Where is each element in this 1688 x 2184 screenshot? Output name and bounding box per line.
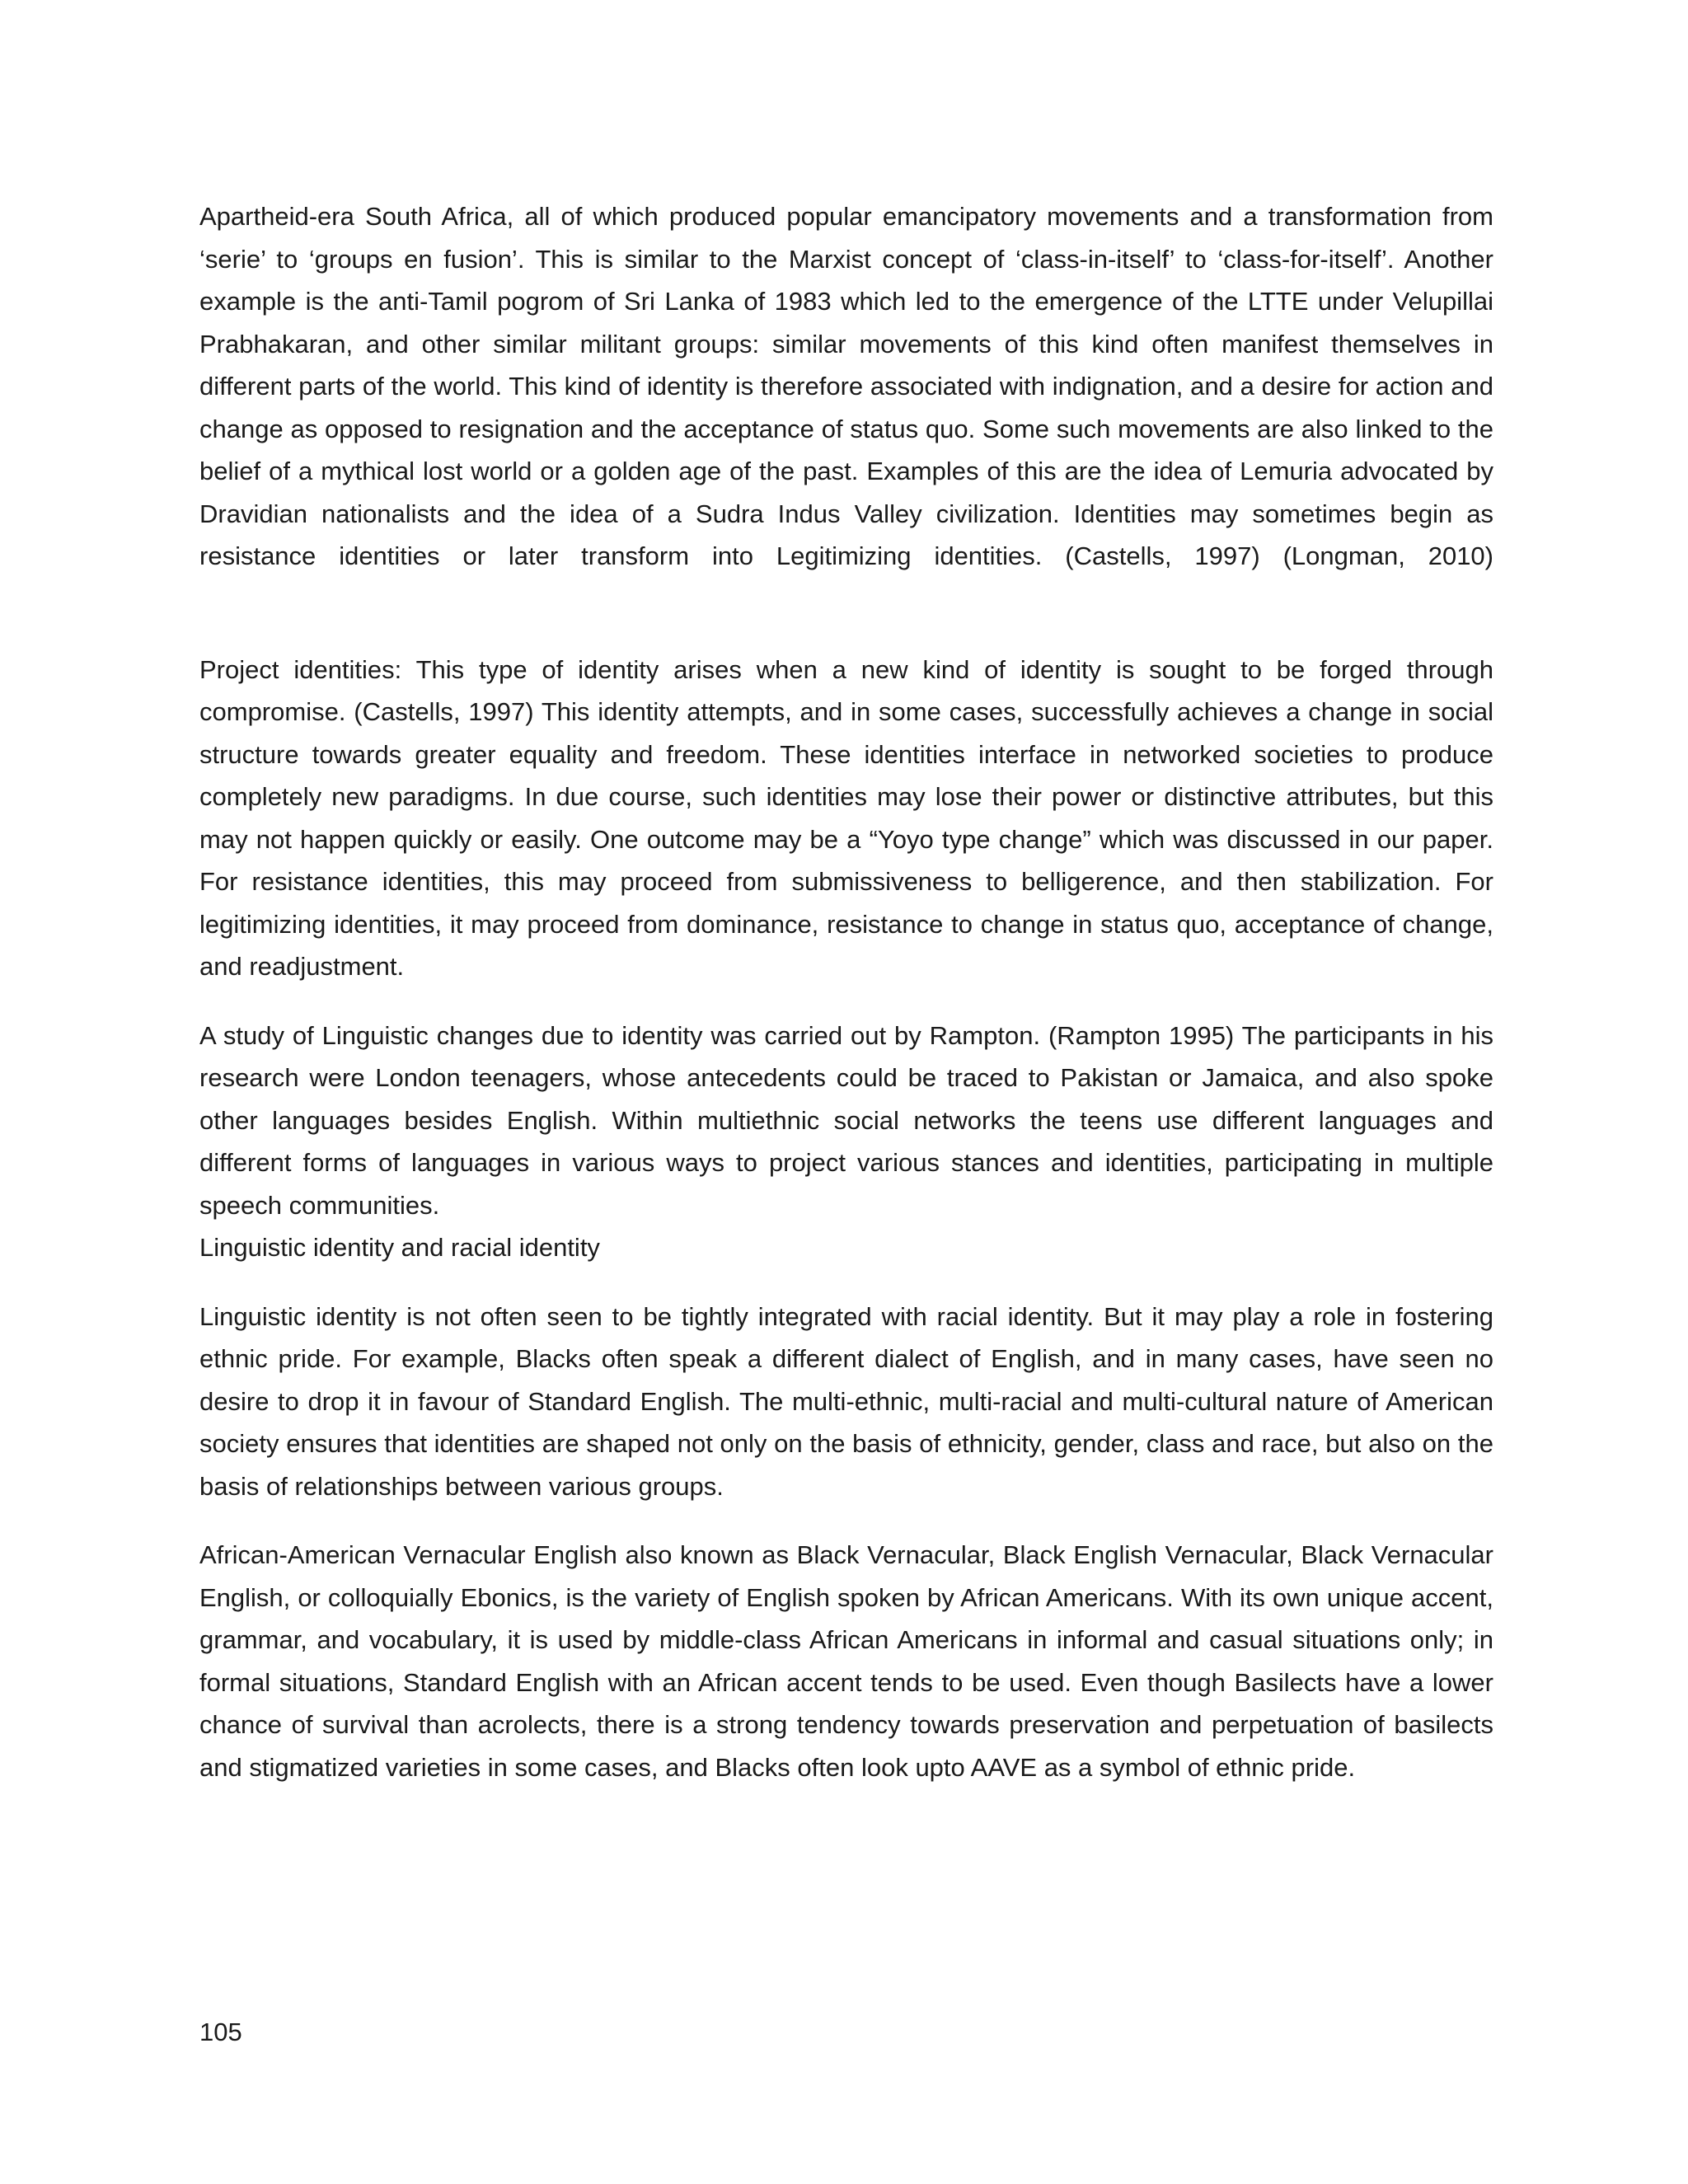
paragraph-aave: African-American Vernacular English also known as Black Vernacular, Black English Vernacular, Black Vernacular English, or colloquially Ebonics, is the variety of English spoken by African Americans. With its own unique accent, grammar, and vocabulary, it is used by middle-class African Americans in informal and casual situations only; in formal situations, Standard English with an African accent tends to be used. Even though Basilects have a lower chance of survival than acrolects, there is a strong tendency towards preservation and perpetuation of basilects and stigmatized varieties in some cases, and Blacks often look upto AAVE as a symbol of ethnic pride. [199, 1540, 1493, 1782]
paragraph-project-identities: Project identities: This type of identity arises when a new kind of identity is sought to be forged through compromise. (Castells, 1997) This identity attempts, and in some cases, successfully achieves a change in social structure towards greater equality and freedom. These identities interface in networked societies to produce completely new paradigms. In due course, such identities may lose their power or distinctive attributes, but this may not happen quickly or easily. One outcome may be a “Yoyo type change” which was discussed in our paper. For resistance identities, this may proceed from submissiveness to belligerence, and then stabilization. For legitimizing identities, it may proceed from dominance, resistance to change in status quo, acceptance of change, and readjustment. [199, 654, 1493, 981]
paragraph-linguistic-racial-identity: Linguistic identity is not often seen to be tightly integrated with racial identity. But it may play a role in fostering ethnic pride. For example, Blacks often speak a different dialect of English, and in many cases, have seen no desire to drop it in favour of Standard English. The multi-ethnic, multi-racial and multi-cultural nature of American society ensures that identities are shaped not only on the basis of ethnicity, gender, class and race, but also on the basis of relationships between various groups. [199, 1301, 1493, 1501]
page-number: 105 [199, 2018, 242, 2046]
paragraph-rampton-study: A study of Linguistic changes due to identity was carried out by Rampton. (Rampton 1995) The participants in his research were London teenagers, whose antecedents could be traced to Pakistan or Jamaica, and also spoke other languages besides English. Within multiethnic social networks the teens use different languages and different forms of languages in various ways to project various stances and identities, participating in multiple speech communities. [199, 1020, 1493, 1220]
paragraph-resistance-identities: Apartheid-era South Africa, all of which produced popular emancipatory movements and a transformation from ‘serie’ to ‘groups en fusion’. This is similar to the Marxist concept of ‘class-in-itself’ to ‘class-for-itself’. Another example is the anti-Tamil pogrom of Sri Lanka of 1983 which led to the emergence of the LTTE under Velupillai Prabhakaran, and other similar militant groups: similar movements of this kind often manifest themselves in different parts of the world. This kind of identity is therefore associated with indignation, and a desire for action and change as opposed to resignation and the acceptance of status quo. Some such movements are also linked to the belief of a mythical lost world or a golden age of the past. Examples of this are the idea of Lemuria advocated by Dravidian nationalists and the idea of a Sudra Indus Valley civilization. Identities may sometimes begin as resistance identities or later transform into Legitimizing identities. (Castells, 1997) (Longman, 2010) [199, 202, 1493, 570]
section-heading: Linguistic identity and racial identity [199, 1233, 600, 1262]
page-content [199, 195, 1493, 1788]
